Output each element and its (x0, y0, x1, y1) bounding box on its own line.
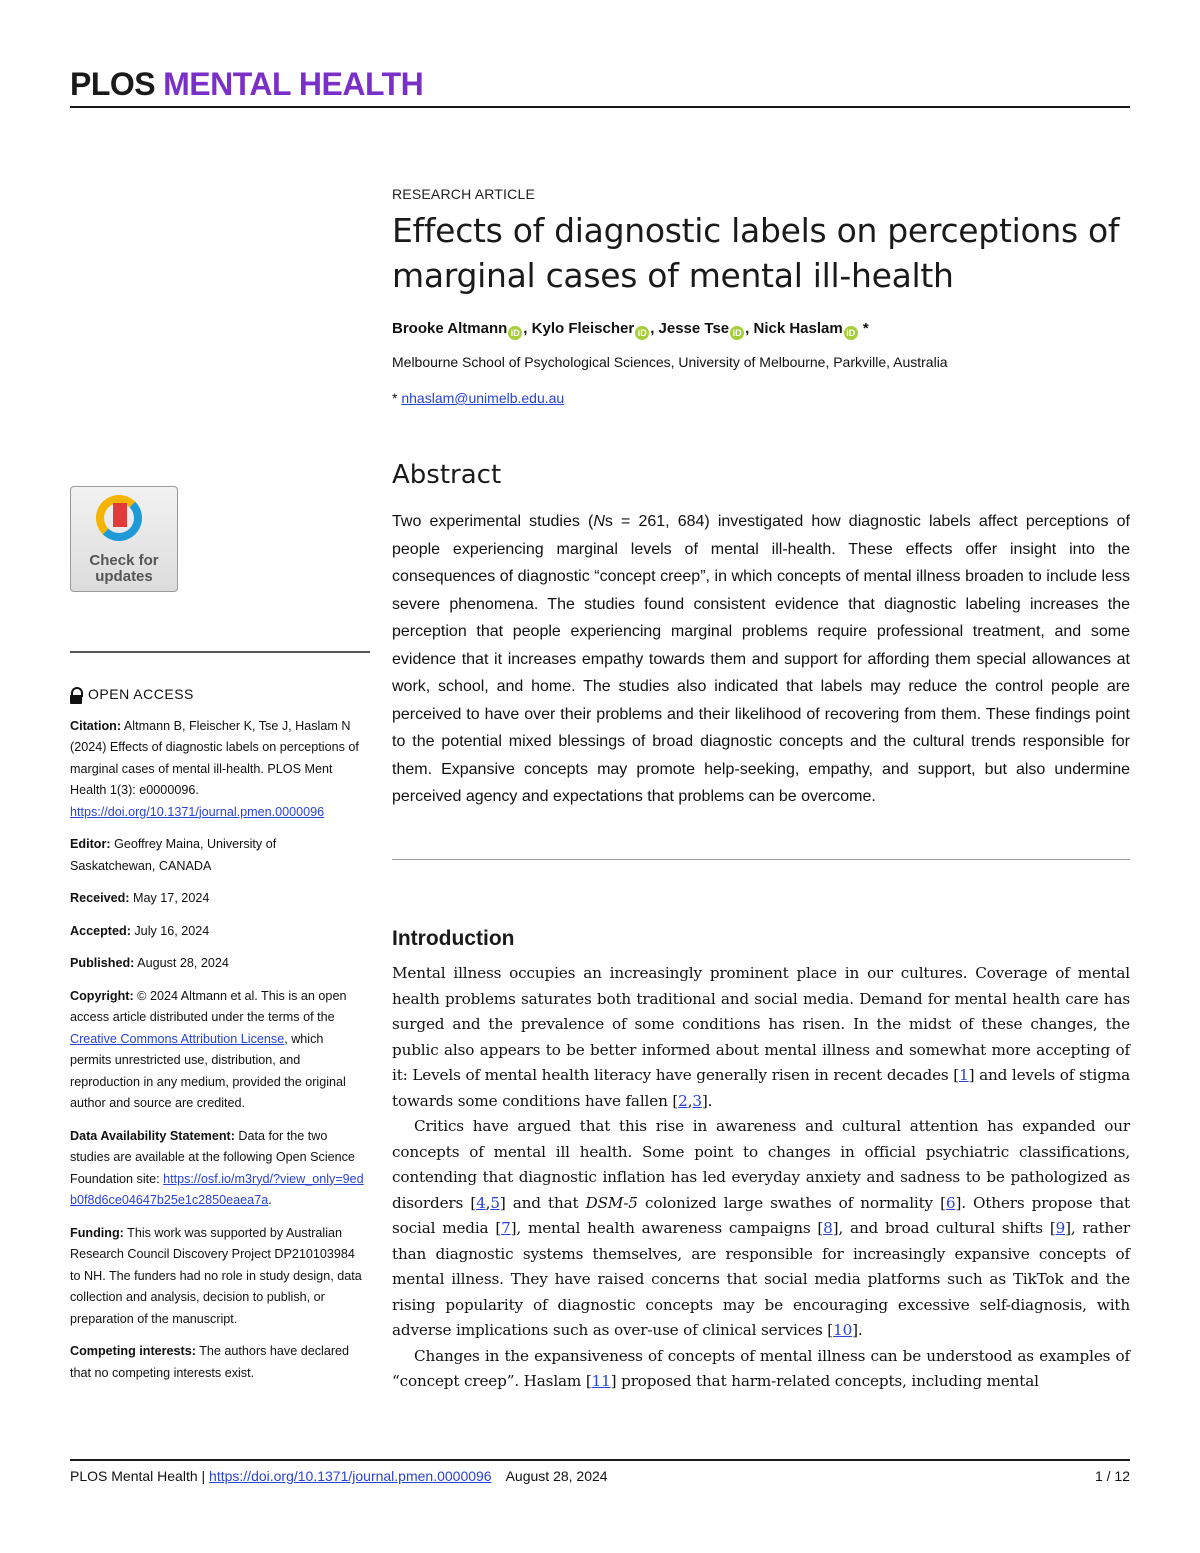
accepted-date: July 16, 2024 (130, 923, 210, 938)
abstract-text-part: Two experimental studies ( (392, 513, 594, 530)
abstract-text-italic: N (593, 513, 605, 530)
citation-doi-link[interactable]: https://doi.org/10.1371/journal.pmen.0000096 (70, 804, 325, 819)
orcid-icon[interactable]: iD (730, 326, 744, 340)
open-access-label: OPEN ACCESS (88, 686, 194, 702)
reference-link[interactable]: 1 (959, 1066, 969, 1084)
corresponding-email (392, 390, 1130, 406)
author-name: Nick Haslam (753, 320, 843, 337)
footer-doi-link[interactable]: https://doi.org/10.1371/journal.pmen.0000096 (209, 1468, 492, 1484)
reference-link[interactable]: 7 (501, 1219, 511, 1237)
reference-link[interactable]: 11 (591, 1372, 611, 1390)
footer-citation (70, 1468, 1095, 1484)
reference-link[interactable]: 6 (945, 1193, 956, 1212)
editor-block (70, 834, 365, 877)
affiliation: Melbourne School of Psychological Sciences, University of Melbourne, Parkville, Australia (392, 354, 948, 370)
copyright-text: , which permits unrestricted use, distribution, and reproduction in any medium, provided the original author and source are credited. (70, 1031, 346, 1110)
body-text: ] proposed that harm-related concepts, including mental (610, 1372, 1039, 1390)
funding-label: Funding: (70, 1225, 124, 1240)
funding-text: This work was supported by Australian Research Council Discovery Project DP210103984 to NH. The funders had no role in study design, data collection and analysis, decision to publish, or preparation of the manuscript. (70, 1225, 362, 1326)
open-lock-icon (70, 687, 82, 703)
author-separator: , (650, 320, 659, 337)
reference-link[interactable]: 2 (678, 1091, 688, 1110)
abstract-text (392, 508, 1130, 811)
journal-logo-name: MENTAL HEALTH (163, 66, 424, 102)
body-text: ]. (701, 1091, 713, 1110)
footer-divider (70, 1459, 1130, 1461)
published-label: Published: (70, 956, 135, 970)
received-label: Received: (70, 891, 130, 905)
body-text: colonized large swathes of normality [ (637, 1193, 946, 1212)
page-number: 1 / 12 (1094, 1468, 1130, 1484)
citation-block (70, 716, 365, 824)
author-separator: , (745, 320, 754, 337)
published-block (70, 953, 365, 975)
body-paragraph: Critics have argued that this rise in awareness and cultural attention has expanded our concepts of mental ill health. Some point to changes in official psychiatric classifications, contending that diagnostic inflation has led everyday anxiety and sadness to be pathologized as disorders [4,5] and that DSM-5 colonized large swathes of normality [6]. Others propose that social media [7], mental health awareness campaigns [8], and broad cultural shifts [9], rather than diagnostic systems themselves, are responsible for increasingly expansive concepts of mental illness. They have raised concerns that social media platforms such as TikTok and the rising popularity of diagnostic concepts may be encouraging excessive self-diagnosis, with adverse implications such as over-use of clinical services [10]. (392, 1117, 1131, 1339)
published-date: August 28, 2024 (134, 956, 229, 970)
body-text: Mental illness occupies an increasingly prominent place in our cultures. Coverage of mental health problems saturates both traditional and social media. Demand for mental health care has surged and the prevalence of some conditions has risen. In the midst of these changes, the public also appears to be better informed about mental illness and somewhat more accepting of it: Levels of mental health literacy have generally risen in recent decades [ (392, 964, 1130, 1084)
author-name: Brooke Altmann (392, 320, 508, 337)
footer-journal: PLOS Mental Health | (70, 1468, 210, 1484)
author-list (392, 320, 1130, 340)
article-title: Effects of diagnostic labels on perceptions of marginal cases of mental ill-health (392, 211, 1120, 295)
copyright-text: © 2024 Altmann et al. This is an open access article distributed under the terms of the (70, 988, 347, 1024)
competing-interests-label: Competing interests: (70, 1344, 196, 1358)
competing-interests-text: The authors have declared that no competing interests exist. (70, 1344, 350, 1380)
body-text: ], mental health awareness campaigns [ (510, 1219, 824, 1237)
introduction-heading: Introduction (392, 927, 515, 950)
license-link[interactable]: Creative Commons Attribution License (70, 1031, 285, 1046)
orcid-icon[interactable]: iD (844, 326, 858, 340)
author-separator: * (858, 320, 869, 337)
reference-link[interactable]: 4 (476, 1193, 486, 1212)
accepted-label: Accepted: (70, 923, 131, 938)
reference-link[interactable]: 9 (1055, 1219, 1066, 1237)
abstract-divider (392, 859, 1130, 860)
article-header (392, 186, 1130, 811)
citation-label: Citation: (70, 718, 122, 733)
osf-data-link[interactable]: https://osf.io/m3ryd/?view_only=9edb0f8d6ce04647b25e1c2850eaea7a (70, 1171, 364, 1207)
email-asterisk: * (392, 390, 402, 406)
data-availability-label: Data Availability Statement: (70, 1128, 235, 1143)
orcid-icon[interactable]: iD (508, 326, 522, 340)
sidebar-divider (70, 651, 370, 653)
reference-link[interactable]: 3 (692, 1091, 702, 1110)
body-text: ]. Others propose that social media [ (392, 1193, 1130, 1237)
check-updates-label: Check for updates (89, 552, 159, 585)
abstract-text-part: s = 261, 684) investigated how diagnostic labels affect perceptions of people experiencing marginal levels of mental ill-health. These effects offer insight into the consequences of diagnostic “concept creep”, in which concepts of mental illness broaden to include less severe phenomena. The studies found consistent evidence that diagnostic labeling increases the perception that people experiencing marginal problems require professional treatment, and some evidence that it increases empathy towards them and support for affording them special allowances at work, school, and home. The studies also indicated that labels may reduce the control people are perceived to have over their problems and their likelihood of recovering from them. These findings point to the potential mixed blessings of broad diagnostic concepts and the cultural trends responsible for them. Expansive concepts may promote help-seeking, empathy, and support, but also undermine perceived agency and expectations that problems can be overcome. (392, 513, 1130, 805)
journal-logo-plos: PLOS (70, 66, 156, 102)
data-availability-text: Data for the two studies are available at the following Open Science Foundation site: (70, 1128, 355, 1186)
body-paragraph: Mental illness occupies an increasingly prominent place in our cultures. Coverage of mental health problems saturates both traditional and social media. Demand for mental health care has surged and the prevalence of some conditions has risen. In the midst of these changes, the public also appears to be better informed about mental illness and somewhat more accepting of it: Levels of mental health literacy have generally risen in recent decades [1] and levels of stigma towards some conditions have fallen [2,3]. (392, 964, 1130, 1110)
body-text: ], rather than diagnostic systems themselves, are responsible for increasingly expansive concepts of mental illness. They have raised concerns that social media platforms such as TikTok and the rising popularity of diagnostic concepts may be encouraging excessive self-diagnosis, with adverse implications such as over-use of clinical services [ (392, 1219, 1131, 1339)
body-text: ] and levels of stigma towards some conditions have fallen [ (392, 1066, 1130, 1110)
footer-date: August 28, 2024 (505, 1468, 608, 1484)
citation-text: Altmann B, Fleischer K, Tse J, Haslam N (2024) Effects of diagnostic labels on perceptions of marginal cases of mental ill-health. PLOS Ment Health 1(3): e0000096. (70, 718, 359, 797)
author-separator: , (523, 320, 532, 337)
body-text: Changes in the expansiveness of concepts of mental illness can be understood as examples of “concept creep”. Haslam [ (392, 1346, 1130, 1390)
article-info-sidebar (70, 684, 365, 1395)
body-text-italic: DSM-5 (585, 1193, 638, 1212)
body-text: ] and that (499, 1193, 586, 1212)
body-text: ], and broad cultural shifts [ (832, 1219, 1056, 1237)
author-name: Jesse Tse (658, 320, 730, 337)
received-block (70, 888, 365, 910)
introduction-section (392, 927, 1130, 1395)
body-text: Critics have argued that this rise in awareness and cultural attention has expanded our concepts of mental ill health. Some point to changes in official psychiatric classifications, contending that diagnostic inflation has led everyday anxiety and sadness to be pathologized as disorders [ (392, 1117, 1130, 1212)
bookmark-icon (113, 503, 127, 527)
orcid-icon[interactable]: iD (635, 326, 649, 340)
email-link[interactable]: nhaslam@unimelb.edu.au (401, 390, 565, 406)
data-availability-end: . (268, 1193, 272, 1207)
page-footer (70, 1468, 1130, 1484)
data-availability-block (70, 1126, 365, 1212)
editor-label: Editor: (70, 837, 111, 851)
reference-link[interactable]: 5 (490, 1193, 500, 1212)
body-text: ]. (852, 1321, 863, 1339)
copyright-block (70, 986, 365, 1115)
received-date: May 17, 2024 (129, 891, 210, 905)
abstract-heading: Abstract (392, 460, 502, 490)
open-access-badge (70, 684, 365, 706)
journal-logo (70, 66, 423, 103)
reference-link[interactable]: 10 (833, 1321, 853, 1339)
header-divider (70, 106, 1130, 108)
editor-text: Geoffrey Maina, University of Saskatchewan, CANADA (70, 837, 277, 873)
reference-link[interactable]: 8 (823, 1219, 833, 1237)
copyright-label: Copyright: (70, 988, 134, 1003)
accepted-block (70, 921, 365, 943)
competing-interests-block (70, 1341, 365, 1384)
author-name: Kylo Fleischer (531, 320, 635, 337)
funding-block (70, 1223, 365, 1331)
article-type: RESEARCH ARTICLE (392, 186, 535, 202)
body-paragraph (392, 1344, 1130, 1395)
check-for-updates-badge[interactable] (70, 486, 178, 592)
